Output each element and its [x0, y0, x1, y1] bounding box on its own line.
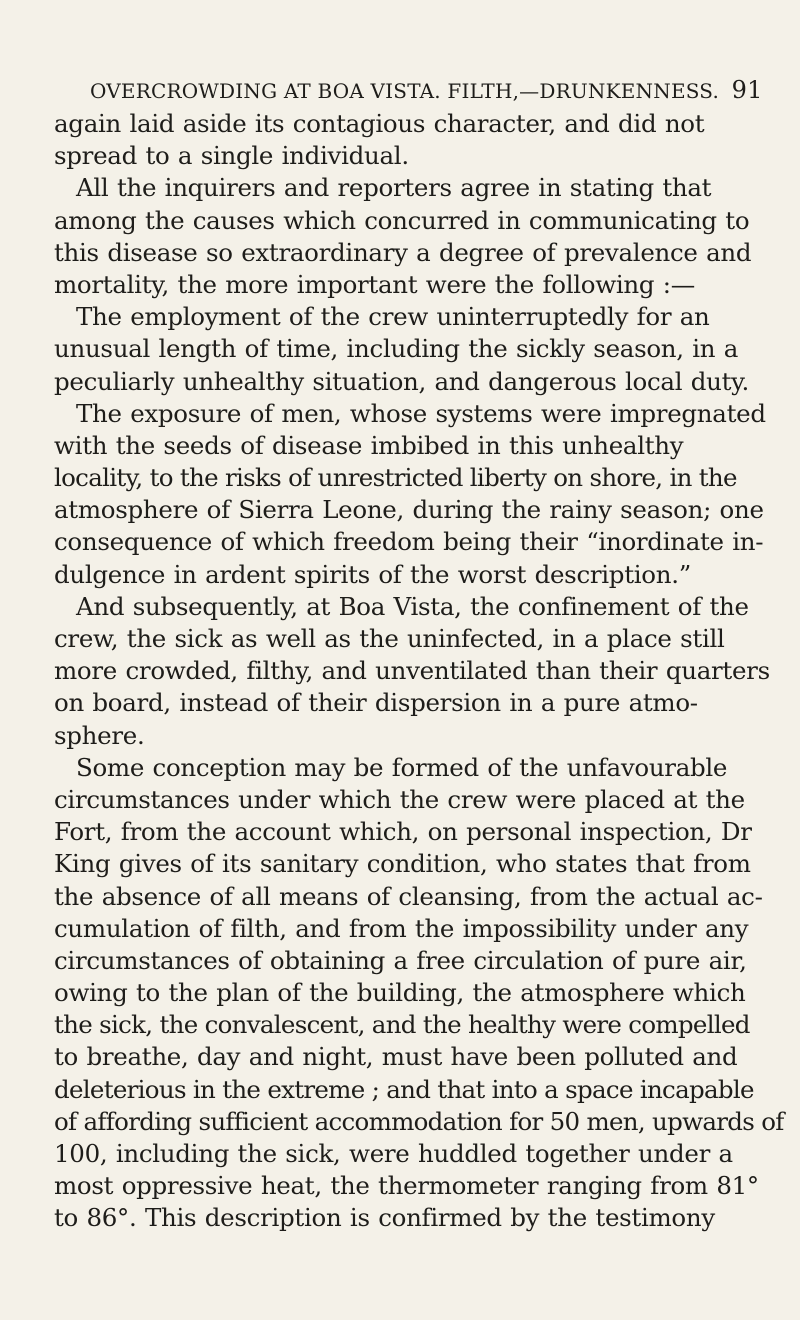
text-line: the sick, the convalescent, and the healthy were compelled [54, 1010, 750, 1040]
text-line: crew, the sick as well as the uninfected, in a place still [54, 624, 725, 653]
text-line: deleterious in the extreme ; and that into a space incapable [54, 1074, 754, 1104]
text-line: Some conception may be formed of the unfavourable [76, 752, 728, 782]
text-line: The exposure of men, whose systems were impregnated [76, 398, 766, 428]
text-line: most oppressive heat, the thermometer ranging from 81° [54, 1171, 759, 1201]
text-line: 100, including the sick, were huddled together under a [54, 1139, 733, 1168]
text-line: dulgence in ardent spirits of the worst description.” [54, 559, 691, 589]
text-line: circumstances under which the crew were placed at the [54, 784, 745, 814]
running-title: OVERCROWDING AT BOA VISTA. FILTH,—DRUNKENNESS. [90, 79, 720, 103]
text-line: Fort, from the account which, on personal inspection, Dr [54, 817, 752, 847]
text-line: All the inquirers and reporters agree in stating that [76, 173, 712, 203]
page-number: 91 [731, 76, 763, 104]
text-line: unusual length of time, including the sickly season, in a [54, 334, 739, 364]
text-line: circumstances of obtaining a free circulation of pure air, [54, 945, 747, 975]
text-line: locality, to the risks of unrestricted liberty on shore, in the [54, 463, 737, 493]
text-line: the absence of all means of cleansing, from the actual ac- [54, 881, 763, 911]
text-line: spread to a single individual. [54, 141, 409, 171]
text-line: peculiarly unhealthy situation, and dangerous local duty. [54, 366, 749, 396]
text-line: The employment of the crew uninterruptedly for an [76, 302, 710, 332]
text-line: more crowded, filthy, and unventilated than their quarters [54, 656, 770, 686]
text-line: to 86°. This description is confirmed by the testimony [54, 1203, 715, 1233]
text-line: sphere. [54, 720, 145, 750]
text-line: this disease so extraordinary a degree of prevalence and [54, 237, 752, 267]
text-line: And subsequently, at Boa Vista, the confinement of the [76, 591, 749, 621]
text-line: atmosphere of Sierra Leone, during the rainy season; one [54, 495, 764, 525]
text-line: among the causes which concurred in communicating to [54, 205, 750, 235]
body-text [54, 108, 784, 1235]
text-line: again laid aside its contagious character, and did not [54, 109, 705, 138]
text-line: consequence of which freedom being their “inordinate in- [54, 527, 764, 557]
text-line: with the seeds of disease imbibed in this unhealthy [54, 430, 684, 460]
text-line: owing to the plan of the building, the atmosphere which [54, 978, 746, 1008]
text-line: to breathe, day and night, must have been polluted and [54, 1042, 738, 1072]
text-line: cumulation of filth, and from the impossibility under any [54, 913, 749, 943]
text-line: of affording sufficient accommodation for 50 men, upwards of [54, 1106, 784, 1136]
text-line: on board, instead of their dispersion in a pure atmo- [54, 688, 698, 718]
text-line: King gives of its sanitary condition, who states that from [54, 849, 751, 879]
running-head [90, 76, 790, 106]
text-line: mortality, the more important were the following :— [54, 269, 695, 299]
